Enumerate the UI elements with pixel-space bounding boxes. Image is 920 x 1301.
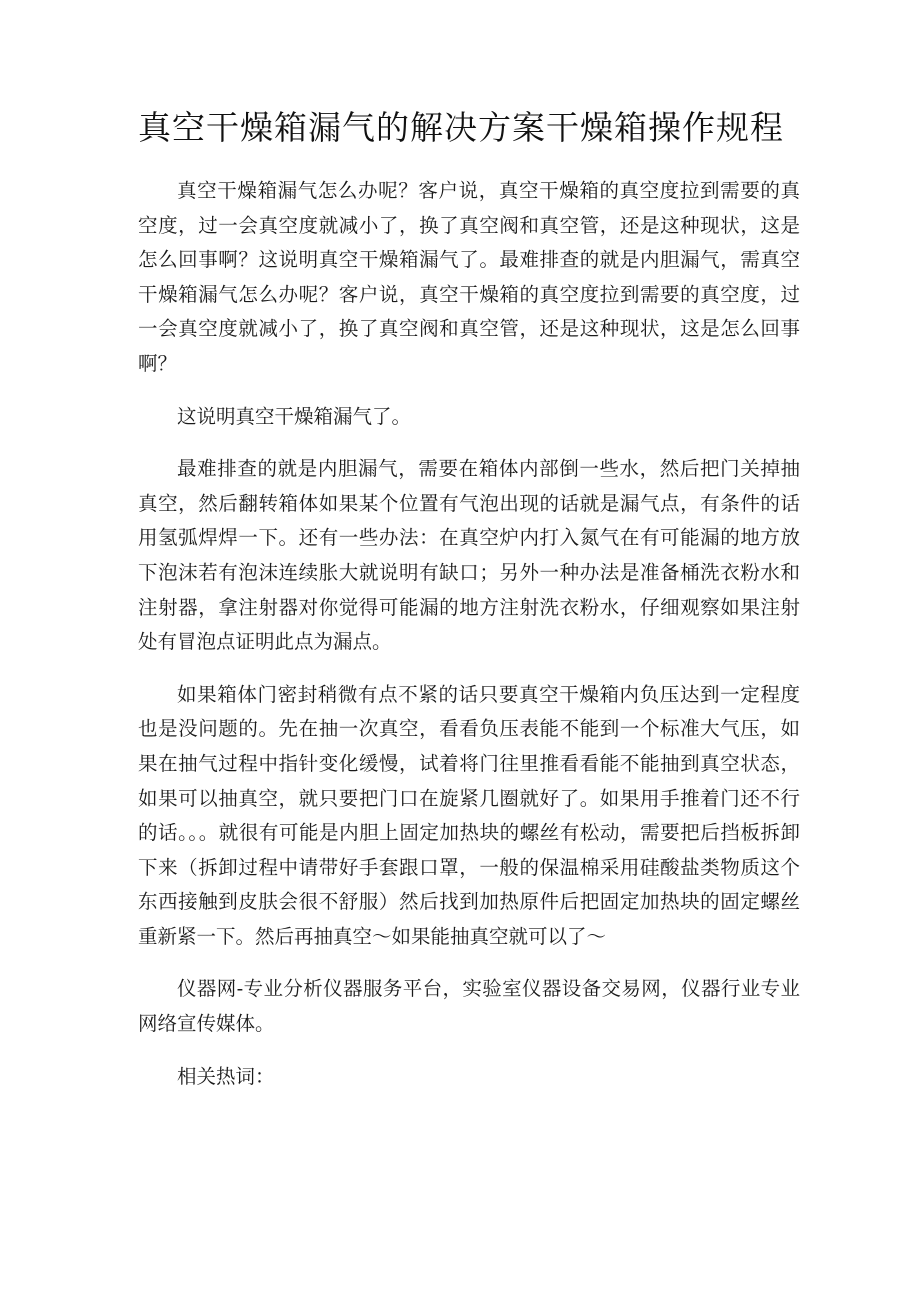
paragraph-inner-leak-methods: 最难排查的就是内胆漏气，需要在箱体内部倒一些水，然后把门关掉抽真空，然后翻转箱体如果某个位置有气泡出现的话就是漏气点，有条件的话用氢弧焊焊一下。还有一些办法：在真空炉内打入氮气在有可能漏的地方放下泡沫若有泡沫连续胀大就说明有缺口；另外一种办法是准备桶洗衣粉水和注射器，拿注射器对你觉得可能漏的地方注射洗衣粉水，仔细观察如果注射处有冒泡点证明此点为漏点。 bbox=[138, 457, 800, 654]
document-title: 真空干燥箱漏气的解决方案干燥箱操作规程 bbox=[138, 108, 784, 147]
paragraph-source-note: 仪器网-专业分析仪器服务平台，实验室仪器设备交易网，仪器行业专业网络宣传媒体。 bbox=[138, 977, 800, 1036]
paragraph-door-seal: 如果箱体门密封稍微有点不紧的话只要真空干燥箱内负压达到一定程度也是没问题的。先在抽一次真空，看看负压表能不能到一个标准大气压，如果在抽气过程中指针变化缓慢，试着将门往里推看看能不能抽到真空状态，如果可以抽真空，就只要把门口在旋紧几圈就好了。如果用手推着门还不行的话。。。就很有可能是内胆上固定加热块的螺丝有松动，需要把后挡板拆卸下来（拆卸过程中请带好手套跟口罩，一般的保温棉采用硅酸盐类物质这个东西接触到皮肤会很不舒服）然后找到加热原件后把固定加热块的固定螺丝重新紧一下。然后再抽真空～如果能抽真空就可以了～ bbox=[138, 682, 800, 948]
paragraph-leak-statement: 这说明真空干燥箱漏气了。 bbox=[177, 404, 412, 428]
paragraph-leak-question: 真空干燥箱漏气怎么办呢？客户说，真空干燥箱的真空度拉到需要的真空度，过一会真空度就减小了，换了真空阀和真空管，还是这种现状，这是怎么回事啊？这说明真空干燥箱漏气了。最难排查的就是内胆漏气，需真空干燥箱漏气怎么办呢？客户说，真空干燥箱的真空度拉到需要的真空度，过一会真空度就减小了，换了真空阀和真空管，还是这种现状，这是怎么回事啊？ bbox=[138, 179, 800, 375]
document-body bbox=[138, 174, 800, 1112]
paragraph-related-keywords: 相关热词： bbox=[177, 1064, 275, 1088]
